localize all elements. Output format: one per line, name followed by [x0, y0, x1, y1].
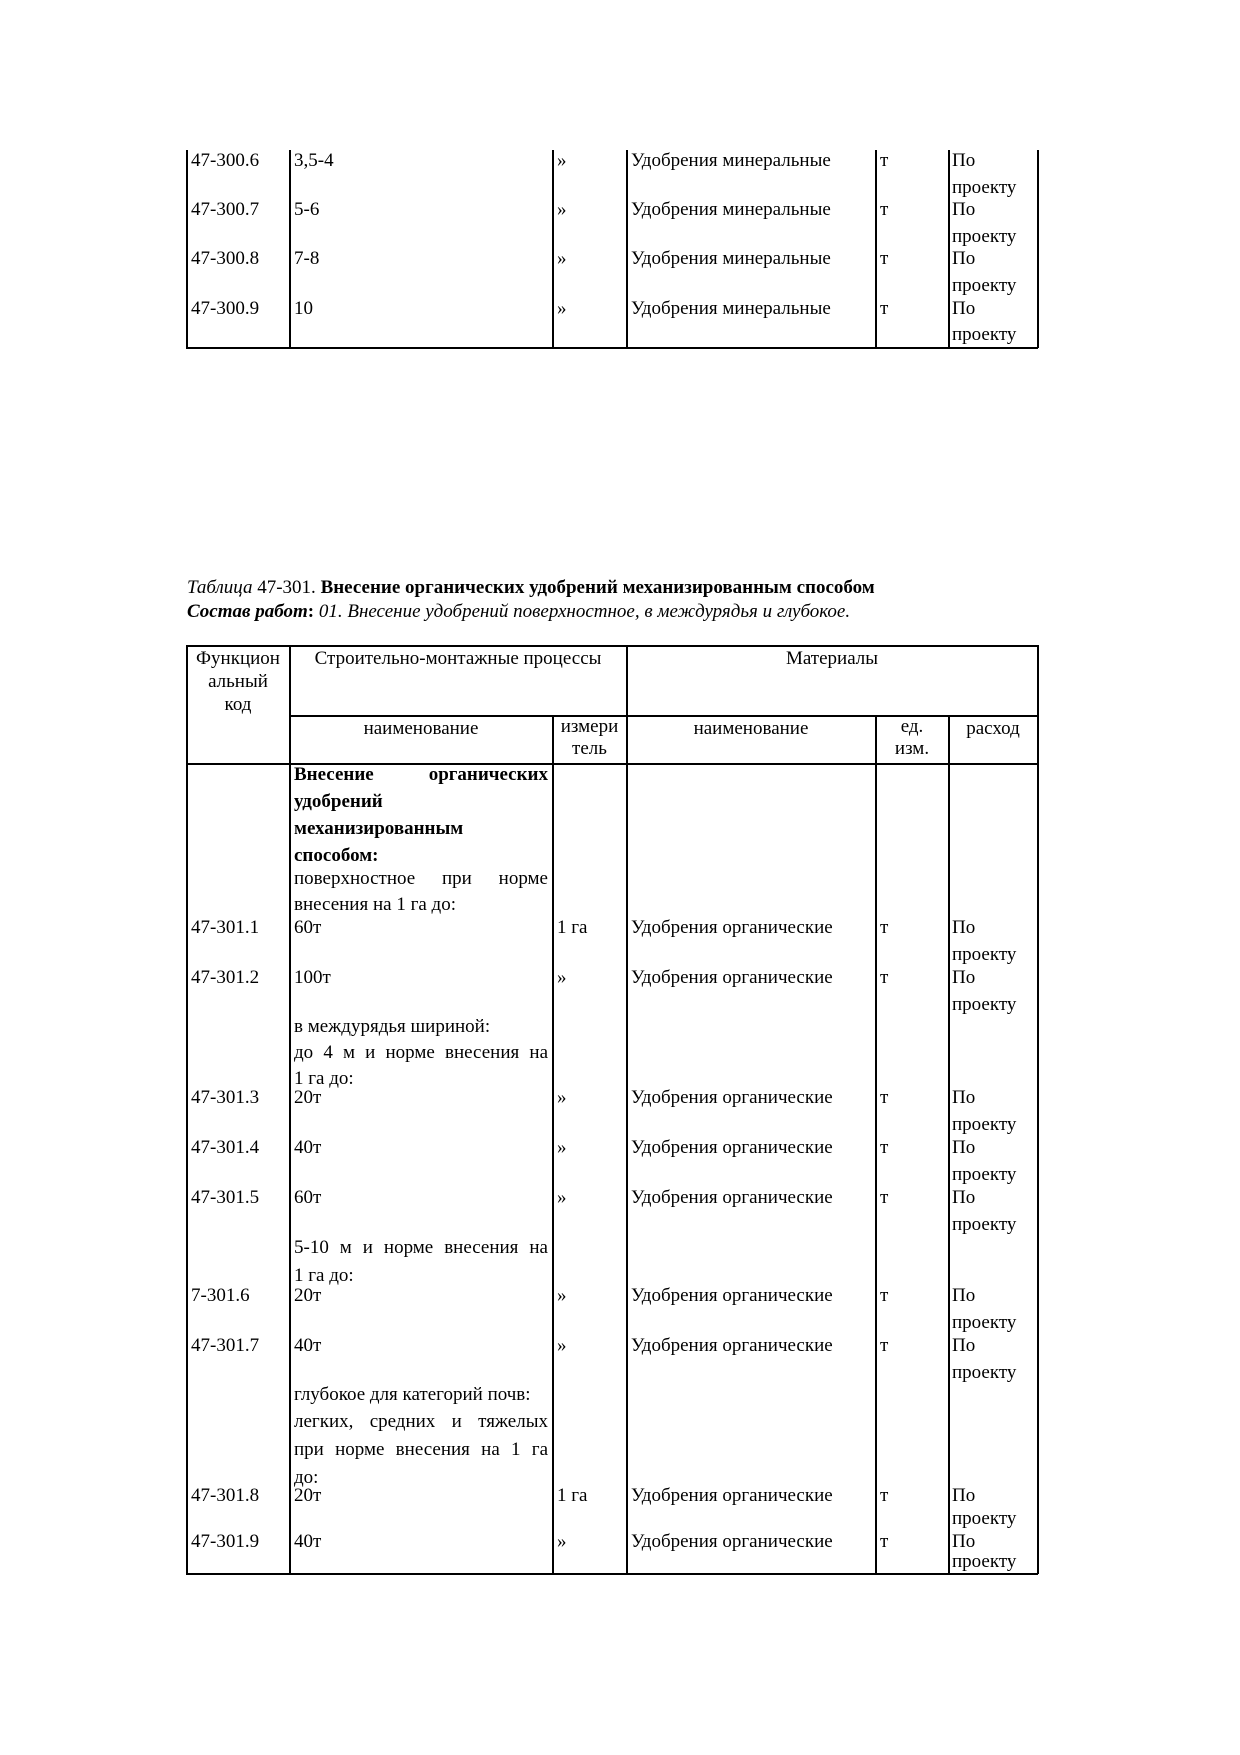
text-line: 5-10 м и норме внесения на [294, 1237, 548, 1258]
text-line: 1 га до: [294, 1265, 354, 1286]
usage-cell: По [952, 1335, 976, 1356]
unit-cell: т [880, 917, 889, 938]
table-border [289, 645, 291, 1574]
table-border [552, 715, 554, 1574]
material-cell: Удобрения минеральные [631, 298, 831, 319]
text-line: до 4 м и норме внесения на [294, 1042, 548, 1063]
unit-cell: т [880, 967, 889, 988]
header-line: ед. [900, 716, 924, 737]
usage-cell: По [952, 150, 976, 171]
table-border [186, 1573, 1038, 1575]
text-line: до: [294, 1467, 319, 1488]
code-cell: 47-301.4 [191, 1137, 260, 1158]
unit-cell: т [880, 1137, 889, 1158]
meter-header [554, 716, 625, 760]
unit-cell: т [880, 1087, 889, 1108]
top-table-border [552, 150, 554, 348]
usage-cell: По [952, 298, 976, 319]
usage-cell: проекту [952, 177, 1017, 198]
usage-cell: По [952, 248, 976, 269]
name-cell: 60т [294, 1187, 322, 1208]
top-table-border [289, 150, 291, 348]
usage-cell: По [952, 967, 976, 988]
composition-colon: : [307, 601, 315, 622]
table-label: Таблица [187, 577, 253, 598]
unit-cell: т [880, 1335, 889, 1356]
unit-cell: т [880, 150, 889, 171]
unit-cell: т [880, 1531, 889, 1552]
section-title-line: Внесение органических [294, 764, 548, 785]
soils-text [294, 1408, 548, 1492]
table-border [1037, 645, 1039, 1574]
code-cell: 47-301.1 [191, 917, 260, 938]
text-line: при норме внесения на 1 га [294, 1439, 548, 1460]
name-cell: 60т [294, 917, 322, 938]
unit-cell: т [880, 248, 889, 269]
table-caption [187, 576, 875, 600]
material-cell: Удобрения минеральные [631, 150, 831, 171]
usage-cell: проекту [952, 1164, 1017, 1185]
header-line: тель [572, 738, 607, 759]
section-title-line: удобрений [294, 791, 383, 812]
header-line: изм. [894, 738, 930, 759]
deep-text: глубокое для категорий почв: [294, 1384, 531, 1405]
unit-header [877, 716, 947, 760]
materials-header: Материалы [785, 648, 879, 669]
header-line: Функцион [196, 648, 280, 669]
top-table-border [186, 347, 1038, 349]
material-cell: Удобрения органические [631, 1335, 833, 1356]
material-cell: Удобрения органические [631, 1187, 833, 1208]
name-cell: 7-8 [294, 248, 320, 269]
unit-cell: т [880, 1285, 889, 1306]
interrow-text: в междурядья шириной: [294, 1016, 491, 1037]
code-cell: 7-301.6 [191, 1285, 250, 1306]
code-cell: 47-301.5 [191, 1187, 260, 1208]
name-cell: 40т [294, 1531, 322, 1552]
text-line: внесения на 1 га до: [294, 894, 456, 915]
meter-cell: » [557, 248, 567, 269]
usage-cell: проекту [952, 1551, 1017, 1572]
top-table-border [1037, 150, 1039, 348]
name-cell: 40т [294, 1137, 322, 1158]
usage-cell: По [952, 1187, 976, 1208]
material-cell: Удобрения органические [631, 1485, 833, 1506]
usage-cell: По [952, 1485, 976, 1506]
usage-cell: По [952, 199, 976, 220]
usage-cell: По [952, 1087, 976, 1108]
meter-cell: » [557, 1335, 567, 1356]
material-cell: Удобрения минеральные [631, 248, 831, 269]
material-cell: Удобрения минеральные [631, 199, 831, 220]
table-border [626, 645, 628, 1574]
code-cell: 47-301.7 [191, 1335, 260, 1356]
name-cell: 100т [294, 967, 331, 988]
text-line: 1 га до: [294, 1068, 354, 1089]
usage-header: расход [966, 718, 1020, 739]
usage-cell: проекту [952, 1214, 1017, 1235]
meter-cell: 1 га [557, 1485, 588, 1506]
meter-cell: » [557, 150, 567, 171]
range510-text [294, 1234, 548, 1290]
top-table-border [626, 150, 628, 348]
text-line: поверхностное при норме [294, 868, 548, 889]
header-line: измери [560, 716, 619, 737]
table-border [186, 645, 188, 1574]
code-cell: 47-301.9 [191, 1531, 260, 1552]
meter-cell: » [557, 1087, 567, 1108]
section-title-line: механизированным [294, 818, 464, 839]
code-cell: 47-301.8 [191, 1485, 260, 1506]
meter-cell: » [557, 967, 567, 988]
name-cell: 20т [294, 1087, 322, 1108]
top-table-border [948, 150, 950, 348]
code-cell: 47-300.8 [191, 248, 260, 269]
material-cell: Удобрения органические [631, 967, 833, 988]
unit-cell: т [880, 298, 889, 319]
processes-header: Строительно-монтажные процессы [314, 648, 602, 669]
meter-cell: » [557, 1187, 567, 1208]
header-line: альный [208, 671, 268, 692]
code-cell: 47-301.2 [191, 967, 260, 988]
table-number: 47-301. [252, 577, 321, 598]
meter-cell: » [557, 1137, 567, 1158]
composition-text: 01. Внесение удобрений поверхностное, в междурядья и глубокое. [314, 601, 851, 622]
table-title: Внесение органических удобрений механизированным способом [320, 577, 875, 598]
usage-cell: проекту [952, 1114, 1017, 1135]
code-cell: 47-300.6 [191, 150, 260, 171]
upto4-text [294, 1040, 548, 1092]
usage-cell: По [952, 1137, 976, 1158]
usage-cell: проекту [952, 324, 1017, 345]
table-border [875, 715, 877, 1574]
material-cell: Удобрения органические [631, 1087, 833, 1108]
unit-cell: т [880, 1187, 889, 1208]
material-cell: Удобрения органические [631, 917, 833, 938]
name-cell: 10 [294, 298, 313, 319]
header-line: код [224, 694, 252, 715]
material-cell: Удобрения органические [631, 1137, 833, 1158]
usage-cell: проекту [952, 944, 1017, 965]
usage-cell: По [952, 1531, 976, 1552]
usage-cell: проекту [952, 994, 1017, 1015]
top-table-border [875, 150, 877, 348]
material-name-header: наименование [693, 718, 809, 739]
meter-cell: » [557, 1285, 567, 1306]
meter-cell: » [557, 1531, 567, 1552]
name-header: наименование [363, 718, 479, 739]
usage-cell: проекту [952, 226, 1017, 247]
text-line: легких, средних и тяжелых [294, 1411, 548, 1432]
unit-cell: т [880, 1485, 889, 1506]
work-composition [187, 600, 850, 624]
functional-code-header [188, 647, 288, 716]
material-cell: Удобрения органические [631, 1531, 833, 1552]
composition-label: Состав работ [187, 601, 308, 622]
meter-cell: » [557, 199, 567, 220]
usage-cell: По [952, 917, 976, 938]
surface-text [294, 866, 548, 918]
name-cell: 40т [294, 1335, 322, 1356]
table-border [948, 715, 950, 1574]
usage-cell: проекту [952, 1312, 1017, 1333]
top-table-border [186, 150, 188, 348]
material-cell: Удобрения органические [631, 1285, 833, 1306]
name-cell: 3,5-4 [294, 150, 334, 171]
section-title [294, 761, 548, 869]
section-title-line: способом: [294, 845, 379, 866]
unit-cell: т [880, 199, 889, 220]
meter-cell: » [557, 298, 567, 319]
usage-cell: По [952, 1285, 976, 1306]
code-cell: 47-300.9 [191, 298, 260, 319]
meter-cell: 1 га [557, 917, 588, 938]
name-cell: 20т [294, 1485, 322, 1506]
usage-cell: проекту [952, 1508, 1017, 1529]
code-cell: 47-300.7 [191, 199, 260, 220]
usage-cell: проекту [952, 1362, 1017, 1383]
usage-cell: проекту [952, 275, 1017, 296]
name-cell: 5-6 [294, 199, 320, 220]
name-cell: 20т [294, 1285, 322, 1306]
code-cell: 47-301.3 [191, 1087, 260, 1108]
